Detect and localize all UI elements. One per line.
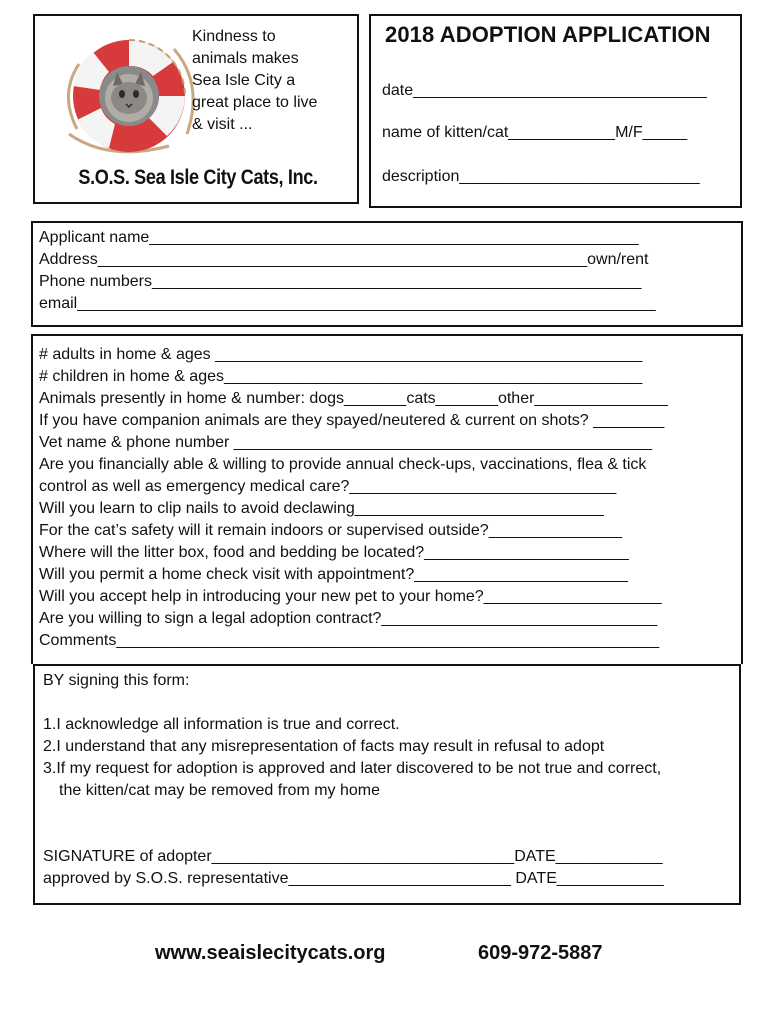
acknowledgement-item: 1.I acknowledge all information is true and correct. <box>43 716 400 733</box>
litter-box-field[interactable]: Where will the litter box, food and bedding be located?_______________________ <box>39 544 629 561</box>
vet-field[interactable]: Vet name & phone number _______________________________________________ <box>39 434 653 451</box>
household-section <box>31 334 743 664</box>
phone-numbers-field[interactable]: Phone numbers_______________________________________________________ <box>39 273 642 290</box>
date-field[interactable]: date_________________________________ <box>382 82 707 99</box>
clip-nails-field[interactable]: Will you learn to clip nails to avoid declawing____________________________ <box>39 500 604 517</box>
indoors-field[interactable]: For the cat’s safety will it remain indoors or supervised outside?_______________ <box>39 522 623 539</box>
acknowledgement-list <box>43 714 661 802</box>
acknowledgement-item: 2.I understand that any misrepresentation of facts may result in refusal to adopt <box>43 738 605 755</box>
form-title: 2018 ADOPTION APPLICATION <box>385 22 711 47</box>
signing-section <box>33 664 741 905</box>
tagline <box>192 26 352 136</box>
representative-approval-field[interactable]: approved by S.O.S. representative_________________________ DATE____________ <box>43 870 664 887</box>
acknowledgement-item: 3.If my request for adoption is approved and later discovered to be not true and correct, <box>43 760 662 777</box>
signing-intro: BY signing this form: <box>43 672 190 689</box>
tagline-line: animals makes <box>192 50 299 67</box>
spayed-neutered-field[interactable]: If you have companion animals are they spayed/neutered & current on shots? ________ <box>39 412 665 429</box>
home-check-field[interactable]: Will you permit a home check visit with appointment?________________________ <box>39 566 628 583</box>
kitten-name-field[interactable]: name of kitten/cat____________M/F_____ <box>382 124 688 141</box>
life-ring-cat-logo <box>49 24 209 164</box>
applicant-name-field[interactable]: Applicant name_______________________________________________________ <box>39 229 639 246</box>
website-link[interactable]: www.seaislecitycats.org <box>155 942 386 964</box>
adoption-contract-field[interactable]: Are you willing to sign a legal adoption contract?_______________________________ <box>39 610 658 627</box>
children-field[interactable]: # children in home & ages_______________________________________________ <box>39 368 643 385</box>
logo-box <box>33 14 359 204</box>
address-field[interactable]: Address_______________________________________________________own/rent <box>39 251 649 268</box>
organization-name: S.O.S. Sea Isle City Cats, Inc. <box>78 166 318 189</box>
tagline-line: Kindness to <box>192 28 276 45</box>
description-field[interactable]: description___________________________ <box>382 168 700 185</box>
tagline-line: Sea Isle City a <box>192 72 296 89</box>
acknowledgement-item-cont: the kitten/cat may be removed from my home <box>59 782 381 799</box>
medical-care-field[interactable]: control as well as emergency medical care?______________________________ <box>39 478 617 495</box>
financial-question: Are you financially able & willing to provide annual check-ups, vaccinations, flea & tick <box>39 456 647 473</box>
tagline-line: & visit ... <box>192 116 253 133</box>
title-box <box>369 14 742 208</box>
introduce-pet-field[interactable]: Will you accept help in introducing your new pet to your home?____________________ <box>39 588 662 605</box>
animals-present-field[interactable]: Animals presently in home & number: dogs_______cats_______other_______________ <box>39 390 668 407</box>
email-field[interactable]: email_________________________________________________________________ <box>39 295 656 312</box>
applicant-section <box>31 221 743 327</box>
phone-number: 609-972-5887 <box>478 942 603 964</box>
adopter-signature-field[interactable]: SIGNATURE of adopter__________________________________DATE____________ <box>43 848 663 865</box>
tagline-line: great place to live <box>192 94 318 111</box>
comments-field[interactable]: Comments_____________________________________________________________ <box>39 632 660 649</box>
adults-field[interactable]: # adults in home & ages ________________________________________________ <box>39 346 643 363</box>
